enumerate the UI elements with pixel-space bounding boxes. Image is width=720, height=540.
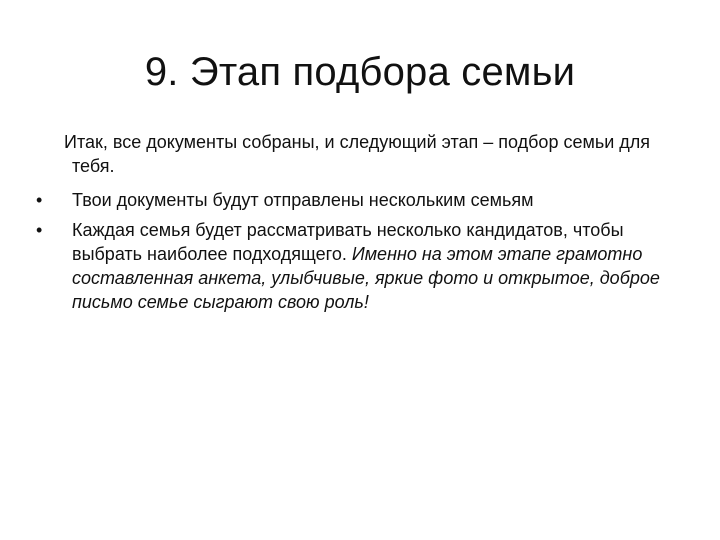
list-item: [36, 218, 686, 314]
slide-title: 9. Этап подбора семьи: [144, 50, 576, 94]
bullet-emphasis-text: Именно на этом этапе грамотно составленная анкета, улыбчивые, яркие фото и открытое, доброе письмо семье сыграют свою роль!: [72, 244, 660, 312]
bullet-text: Твои документы будут отправлены нескольким семьям: [72, 190, 534, 210]
bullet-icon: •: [36, 220, 43, 240]
list-item: [36, 188, 686, 212]
bullet-text: Каждая семья будет рассматривать несколько кандидатов, чтобы выбрать наиболее подходящего.: [72, 220, 624, 264]
intro-paragraph: [36, 130, 686, 178]
bullet-icon: •: [36, 190, 43, 210]
intro-text: Итак, все документы собраны, и следующий этап – подбор семьи для тебя.: [64, 132, 651, 176]
bullet-list: [36, 188, 686, 314]
slide-body: [36, 130, 686, 320]
